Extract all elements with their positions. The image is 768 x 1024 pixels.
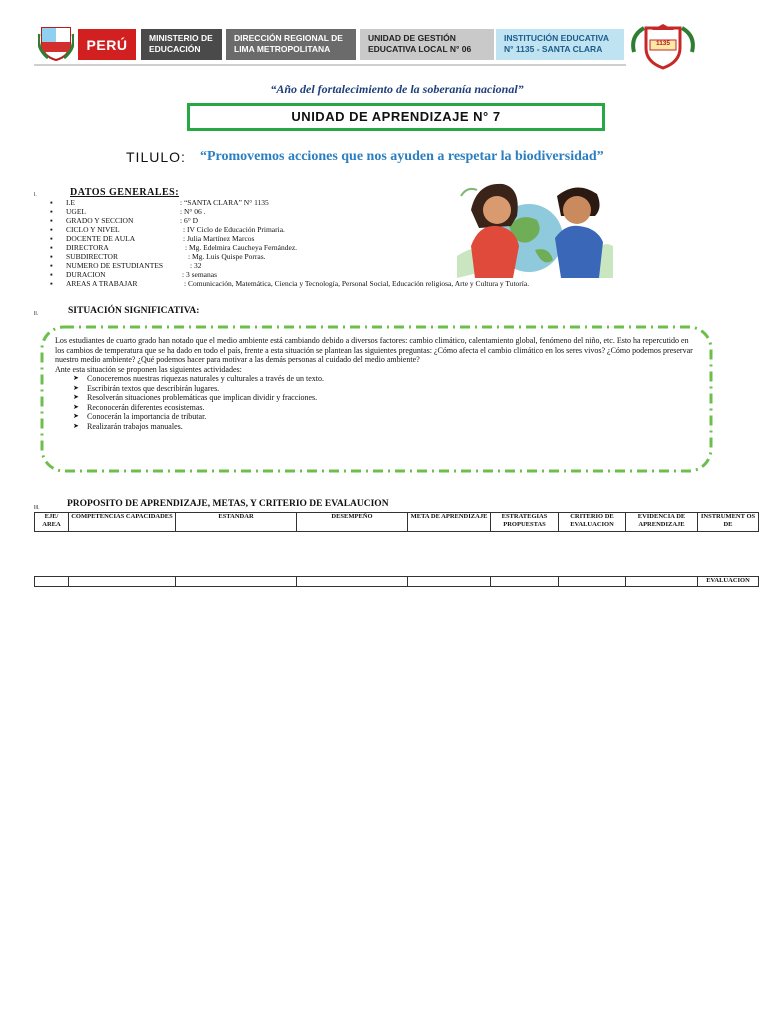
section-title-proposito: PROPOSITO DE APRENDIZAJE, METAS, Y CRITERIO DE EVALAUCION	[67, 499, 389, 509]
general-data-value: : 32	[190, 261, 202, 270]
learning-purpose-table	[34, 512, 759, 532]
unit-title-box: UNIDAD DE APRENDIZAJE N° 7	[187, 103, 605, 131]
activity-item: ➤ Conoceremos nuestras riquezas naturales y culturales a través de un texto.	[73, 374, 695, 384]
section-title-datos-generales: DATOS GENERALES:	[70, 187, 180, 198]
bullet: ▪	[50, 207, 53, 216]
general-data-value: : IV Ciclo de Educación Primaria.	[183, 225, 285, 234]
table-cell	[408, 577, 491, 587]
bullet: ▪	[50, 216, 53, 225]
header-box-line2: EDUCACIÓN	[149, 44, 201, 54]
activity-item: ➤ Conocerán la importancia de tributar.	[73, 412, 695, 422]
header-box-line1: INSTITUCIÓN EDUCATIVA	[504, 33, 609, 43]
section-number: III.	[34, 505, 40, 511]
header-box-line2: LIMA METROPOLITANA	[234, 44, 331, 54]
general-data-label: GRADO Y SECCION	[66, 216, 134, 225]
header-divider	[34, 64, 626, 66]
section-number: II.	[34, 311, 39, 317]
table-header-cell: ESTANDAR	[176, 513, 297, 532]
unit-title-text: “Promovemos acciones que nos ayuden a respetar la biodiversidad”	[200, 149, 604, 164]
title-label: TILULO:	[126, 149, 186, 165]
situation-text	[55, 336, 695, 431]
school-crest-icon	[628, 22, 698, 70]
table-header-cell: CRITERIO DE EVALUACION	[559, 513, 626, 532]
section-number: I.	[34, 192, 37, 198]
general-data-label: CICLO Y NIVEL	[66, 225, 120, 234]
general-data-label: AREAS A TRABAJAR	[66, 279, 138, 288]
general-data-value: : N° 06 .	[180, 207, 206, 216]
activities-list	[55, 374, 695, 431]
table-header-cell: META DE APRENDIZAJE	[408, 513, 491, 532]
table-cell	[35, 577, 69, 587]
table-header-row	[35, 513, 759, 532]
situation-intro: Ante esta situación se proponen las siguientes actividades:	[55, 364, 242, 374]
table-cell	[559, 577, 626, 587]
header-box-line1: UNIDAD DE GESTIÓN	[368, 33, 456, 43]
general-data-value: : 3 semanas	[182, 270, 217, 279]
table-header-cell: INSTRUMENT OS DE	[698, 513, 759, 532]
general-data-label: UGEL	[66, 207, 86, 216]
table-cell	[297, 577, 408, 587]
table-cell	[176, 577, 297, 587]
learning-purpose-table-continued	[34, 576, 759, 587]
header-box-ugel	[360, 29, 494, 60]
general-data-value: : Mg. Edelmira Caucheya Fernández.	[185, 243, 298, 252]
situation-paragraph: Los estudiantes de cuarto grado han notado que el medio ambiente está cambiando debido a diversos factores: cambio climático, calentamiento global, fenómeno del niño, etc. Esto ha repercutido en los cambios de temperatura que se ha dado en todo el país, frente a esta situación se plantean las siguientes preguntas: ¿Cómo afecta el cambio climático en los seres vivos? ¿Cómo podemos preservar nuestro medio ambiente? ¿Qué podemos hacer para motivar a las demás personas al cuidado del medio ambiente?	[55, 336, 693, 364]
table-header-cell: ESTRATEGIAS PROPUESTAS	[491, 513, 559, 532]
bullet: ▪	[50, 270, 53, 279]
bullet: ▪	[50, 225, 53, 234]
general-data-value: : Julia Martínez Marcos	[183, 234, 255, 243]
table-header-cell-continued: EVALUACION	[698, 577, 759, 587]
general-data-value: : Comunicación, Matemática, Ciencia y Tecnología, Personal Social, Educación religiosa, Arte y Cultura y Tutoría.	[184, 279, 530, 288]
table-header-cell: EVIDENCIA DE APRENDIZAJE	[626, 513, 698, 532]
header-box-line2: N° 1135 - SANTA CLARA	[504, 44, 603, 54]
bullet: ▪	[50, 279, 53, 288]
bullet: ▪	[50, 252, 53, 261]
general-data-label: I.E	[66, 198, 75, 207]
bullet: ▪	[50, 261, 53, 270]
table-header-cell: DESEMPEÑO	[297, 513, 408, 532]
activity-item: ➤ Resolverán situaciones problemáticas que implican dividir y fracciones.	[73, 393, 695, 403]
bullet: ▪	[50, 243, 53, 252]
header-box-line1: DIRECCIÓN REGIONAL DE	[234, 33, 343, 43]
general-data-label: DURACION	[66, 270, 106, 279]
general-data-value: : 6° D	[180, 216, 198, 225]
children-earth-illustration	[457, 176, 613, 278]
activity-item: ➤ Reconocerán diferentes ecosistemas.	[73, 403, 695, 413]
activity-item: ➤ Realizarán trabajos manuales.	[73, 422, 695, 432]
bullet: ▪	[50, 234, 53, 243]
general-data-value: : Mg. Luis Quispe Porras.	[188, 252, 266, 261]
table-cell	[626, 577, 698, 587]
table-cell	[69, 577, 176, 587]
general-data-label: NUMERO DE ESTUDIANTES	[66, 261, 164, 270]
header-box-institucion	[496, 29, 624, 60]
general-data-value: : “SANTA CLARA” N° 1135	[180, 198, 269, 207]
general-data-label: SUBDIRECTOR	[66, 252, 118, 261]
table-header-cell: COMPETENCIAS CAPACIDADES	[69, 513, 176, 532]
bullet: ▪	[50, 198, 53, 207]
table-header-cell: EJE/ AREA	[35, 513, 69, 532]
crest-number: 1135	[655, 40, 671, 47]
year-motto: “Año del fortalecimiento de la soberanía nacional”	[270, 82, 524, 96]
header-box-line1: MINISTERIO DE	[149, 33, 213, 43]
activity-item: ➤ Escribirán textos que describirán lugares.	[73, 384, 695, 394]
general-data-label: DOCENTE DE AULA	[66, 234, 136, 243]
header-box-line2: EDUCATIVA LOCAL N° 06	[368, 44, 472, 54]
table-row	[35, 577, 759, 587]
general-data-label: DIRECTORA	[66, 243, 109, 252]
peru-coat-of-arms-icon	[38, 24, 74, 62]
table-cell	[491, 577, 559, 587]
section-title-situacion: SITUACIÓN SIGNIFICATIVA:	[68, 306, 200, 316]
header-box-direccion	[226, 29, 356, 60]
header-box-ministerio	[141, 29, 222, 60]
peru-badge: PERÚ	[78, 29, 136, 60]
